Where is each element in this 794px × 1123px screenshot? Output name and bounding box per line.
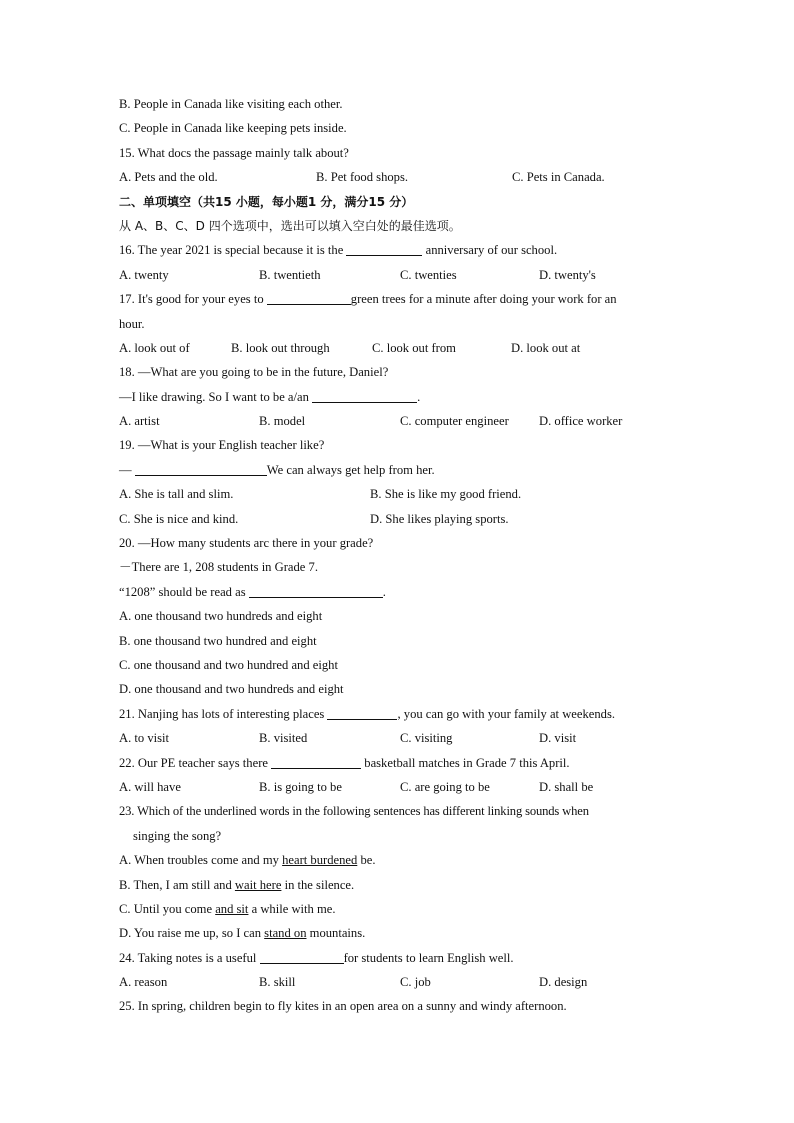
answer-blank xyxy=(267,290,351,305)
option-b: B. look out through xyxy=(231,340,330,355)
option-d: D. She likes playing sports. xyxy=(370,511,509,526)
answer-blank xyxy=(312,388,417,403)
option-text: C. Until you come xyxy=(119,901,216,916)
option-c: C. She is nice and kind. xyxy=(119,511,239,526)
question-text: 21. Nanjing has lots of interesting places xyxy=(119,706,328,721)
question-18-answer xyxy=(119,385,679,409)
question-text: 16. The year 2021 is special because it is the xyxy=(119,243,347,258)
option-a: A. Pets and the old. xyxy=(119,170,218,185)
question-20-option-d: D. one thousand and two hundreds and eight xyxy=(119,682,344,697)
question-20-prompt xyxy=(119,580,679,604)
option-c: C. visiting xyxy=(400,731,453,746)
question-20-option-c: C. one thousand and two hundred and eight xyxy=(119,657,338,672)
question-23-continued: singing the song? xyxy=(133,828,222,843)
question-23-option-b xyxy=(119,873,679,897)
answer-blank xyxy=(135,461,267,476)
question-20-option-b: B. one thousand two hundred and eight xyxy=(119,633,317,648)
option-text: B. Then, I am still and xyxy=(119,877,235,892)
question-23-option-a xyxy=(119,848,679,872)
option-b: B. Pet food shops. xyxy=(316,170,409,185)
question-17-continued: hour. xyxy=(119,316,145,331)
question-15-options xyxy=(119,165,679,189)
question-text: green trees for a minute after doing your work for an xyxy=(350,292,617,307)
underlined-words: stand on xyxy=(264,926,307,941)
option-text: mountains. xyxy=(306,926,366,941)
question-21-options xyxy=(119,726,679,750)
underlined-words: wait here xyxy=(234,877,282,892)
option-b: B. twentieth xyxy=(259,267,321,282)
question-24 xyxy=(119,946,679,970)
question-text: anniversary of our school. xyxy=(422,243,558,258)
question-text: basketball matches in Grade 7 this April. xyxy=(361,755,570,770)
option-c: C. look out from xyxy=(372,340,456,355)
option-c: C. twenties xyxy=(400,267,457,282)
question-20: 20. —How many students arc there in your grade? xyxy=(119,536,374,551)
question-23: 23. Which of the underlined words in the following sentences has different linking sounds when xyxy=(119,804,589,819)
question-text: 17. It's good for your eyes to xyxy=(119,292,267,307)
option-c: C. are going to be xyxy=(400,779,490,794)
question-text: , you can go with your family at weekends. xyxy=(397,706,616,721)
question-24-options xyxy=(119,970,679,994)
option-b: B. visited xyxy=(259,731,308,746)
option-c: C. Pets in Canada. xyxy=(512,170,605,185)
question-22 xyxy=(119,751,679,775)
option-text: A. When troubles come and my xyxy=(119,853,283,868)
option-text: be. xyxy=(357,853,376,868)
option-a: A. to visit xyxy=(119,731,170,746)
question-19: 19. —What is your English teacher like? xyxy=(119,438,325,453)
answer-text: —I like drawing. So I want to be a/an xyxy=(119,389,313,404)
section-instructions: 从 A、B、C、D 四个选项中，选出可以填入空白处的最佳选项。 xyxy=(119,218,461,233)
answer-blank xyxy=(249,583,383,598)
option-a: A. look out of xyxy=(119,340,190,355)
option-b: B. She is like my good friend. xyxy=(370,487,522,502)
underlined-words: and sit xyxy=(215,901,249,916)
option-a: A. She is tall and slim. xyxy=(119,487,234,502)
option-b: B. skill xyxy=(259,975,296,990)
option-a: A. twenty xyxy=(119,267,169,282)
answer-text: We can always get help from her. xyxy=(266,462,435,477)
option-text: D. You raise me up, so I can xyxy=(119,926,265,941)
answer-blank xyxy=(271,754,361,769)
option-d: D. visit xyxy=(539,731,577,746)
question-text: 24. Taking notes is a useful xyxy=(119,950,260,965)
option-d: D. twenty's xyxy=(539,267,596,282)
answer-blank xyxy=(327,705,397,720)
option-c: C. job xyxy=(400,975,431,990)
question-23-option-c xyxy=(119,897,679,921)
question-18: 18. —What are you going to be in the future, Daniel? xyxy=(119,365,389,380)
question-20-option-a: A. one thousand two hundreds and eight xyxy=(119,609,323,624)
question-19-options-row2 xyxy=(119,507,679,531)
option-a: A. artist xyxy=(119,414,160,429)
answer-text: . xyxy=(417,389,421,404)
option-text: in the silence. xyxy=(281,877,355,892)
prompt-text: . xyxy=(382,584,386,599)
question-16 xyxy=(119,238,679,262)
exam-page xyxy=(119,92,679,1019)
question-23-option-d xyxy=(119,921,679,945)
question-text: 22. Our PE teacher says there xyxy=(119,755,272,770)
option-a: A. reason xyxy=(119,975,168,990)
question-14-option-c: C. People in Canada like keeping pets inside. xyxy=(119,121,347,136)
option-d: D. look out at xyxy=(511,340,581,355)
question-15: 15. What docs the passage mainly talk about? xyxy=(119,145,349,160)
question-14-option-b: B. People in Canada like visiting each other. xyxy=(119,97,343,111)
option-b: B. model xyxy=(259,414,306,429)
answer-blank xyxy=(260,949,344,964)
question-21 xyxy=(119,702,679,726)
question-19-answer xyxy=(119,458,679,482)
underlined-words: heart burdened xyxy=(282,853,358,868)
option-d: D. office worker xyxy=(539,414,623,429)
answer-text: — xyxy=(119,462,135,477)
option-d: D. design xyxy=(539,975,588,990)
option-text: a while with me. xyxy=(248,901,336,916)
answer-blank xyxy=(346,241,422,256)
prompt-text: “1208” should be read as xyxy=(119,584,249,599)
option-b: B. is going to be xyxy=(259,779,342,794)
question-text: for students to learn English well. xyxy=(343,950,514,965)
option-d: D. shall be xyxy=(539,779,594,794)
question-25: 25. In spring, children begin to fly kites in an open area on a sunny and windy afternoon. xyxy=(119,999,567,1014)
option-a: A. will have xyxy=(119,779,181,794)
question-16-options xyxy=(119,263,679,287)
question-20-answer: －There are 1, 208 students in Grade 7. xyxy=(119,560,318,575)
question-18-options xyxy=(119,409,679,433)
question-19-options-row1 xyxy=(119,482,679,506)
question-17-options xyxy=(119,336,679,360)
question-17 xyxy=(119,287,679,311)
section-title: 二、单项填空（共15 小题，每小题1 分，满分15 分） xyxy=(119,194,414,209)
option-c: C. computer engineer xyxy=(400,414,509,429)
question-22-options xyxy=(119,775,679,799)
